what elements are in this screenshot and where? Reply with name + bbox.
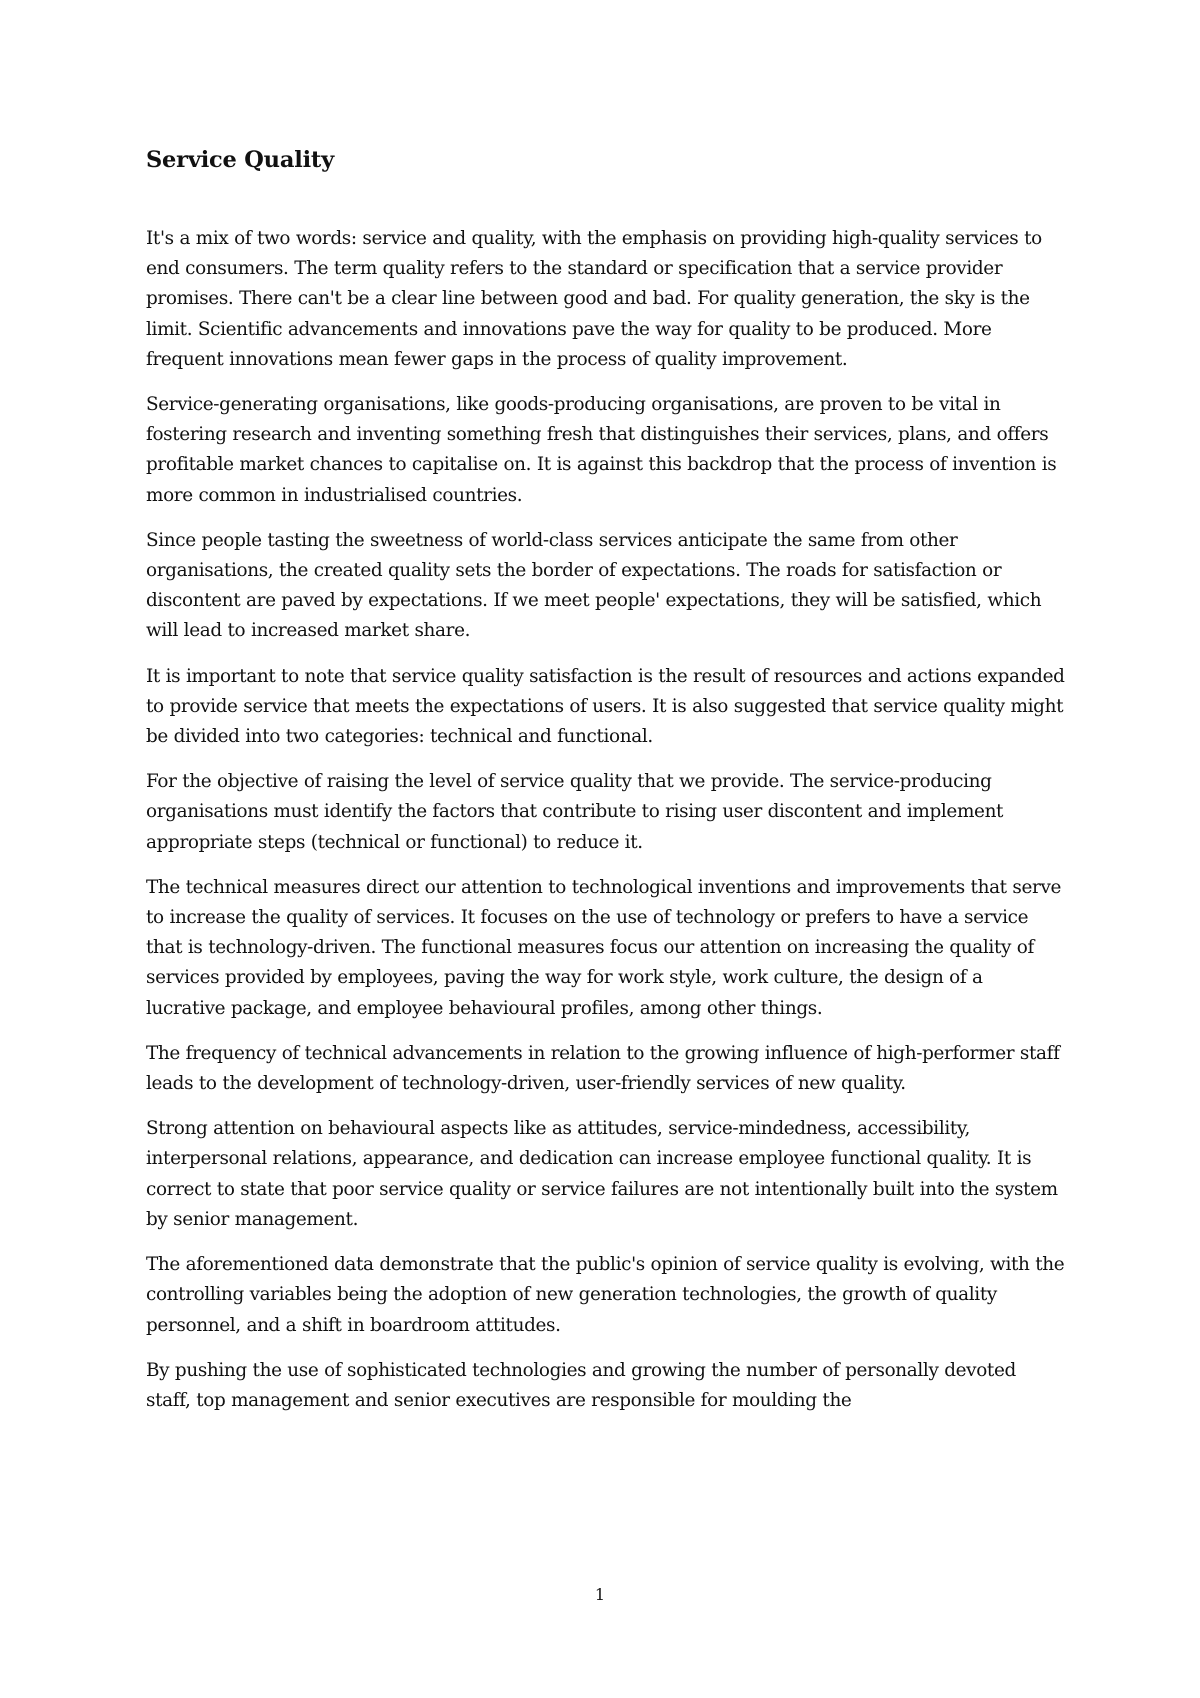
page-content	[146, 145, 1066, 1431]
paragraph: Strong attention on behavioural aspects like as attitudes, service-mindedness, accessibility, interpersonal relations, appearance, and dedication can increase employee functional quality. It is correct to state that poor service quality or service failures are not intentionally built into the system by senior management.	[146, 1118, 1058, 1230]
paragraph: The technical measures direct our attention to technological inventions and improvements that serve to increase the quality of services. It focuses on the use of technology or prefers to have a service that is technology-driven. The functional measures focus our attention on increasing the quality of services provided by employees, paving the way for work style, work culture, the design of a lucrative package, and employee behavioural profiles, among other things.	[146, 876, 1062, 1019]
paragraph: Service-generating organisations, like goods-producing organisations, are proven to be vital in fostering research and inventing something fresh that distinguishes their services, plans, and offers profitable market chances to capitalise on. It is against this backdrop that the process of invention is more common in industrialised countries.	[146, 394, 1057, 506]
paragraph: The aforementioned data demonstrate that the public's opinion of service quality is evolving, with the controlling variables being the adoption of new generation technologies, the growth of quality personnel, and a shift in boardroom attitudes.	[146, 1254, 1065, 1336]
page-number: 1	[594, 1585, 606, 1604]
paragraph: Since people tasting the sweetness of world-class services anticipate the same from other organisations, the created quality sets the border of expectations. The roads for satisfaction or discontent are paved by expectations. If we meet people' expectations, they will be satisfied, which will lead to increased market share.	[146, 529, 1042, 642]
paragraph: By pushing the use of sophisticated technologies and growing the number of personally devoted staff, top management and senior executives are responsible for moulding the	[146, 1359, 1016, 1411]
paragraph: It's a mix of two words: service and quality, with the emphasis on providing high-quality services to end consumers. The term quality refers to the standard or specification that a service provider promises. There can't be a clear line between good and bad. For quality generation, the sky is the limit. Scientific advancements and innovations pave the way for quality to be produced. More frequent innovations mean fewer gaps in the process of quality improvement.	[146, 228, 1042, 370]
paragraph: For the objective of raising the level of service quality that we provide. The service-producing organisations must identify the factors that contribute to rising user discontent and implement appropriate steps (technical or functional) to reduce it.	[146, 771, 1004, 853]
paragraph: It is important to note that service quality satisfaction is the result of resources and actions expanded to provide service that meets the expectations of users. It is also suggested that service quality might be divided into two categories: technical and functional.	[146, 665, 1065, 748]
document-title: Service Quality	[146, 147, 334, 173]
paragraph: The frequency of technical advancements in relation to the growing influence of high-performer staff leads to the development of technology-driven, user-friendly services of new quality.	[146, 1042, 1060, 1095]
